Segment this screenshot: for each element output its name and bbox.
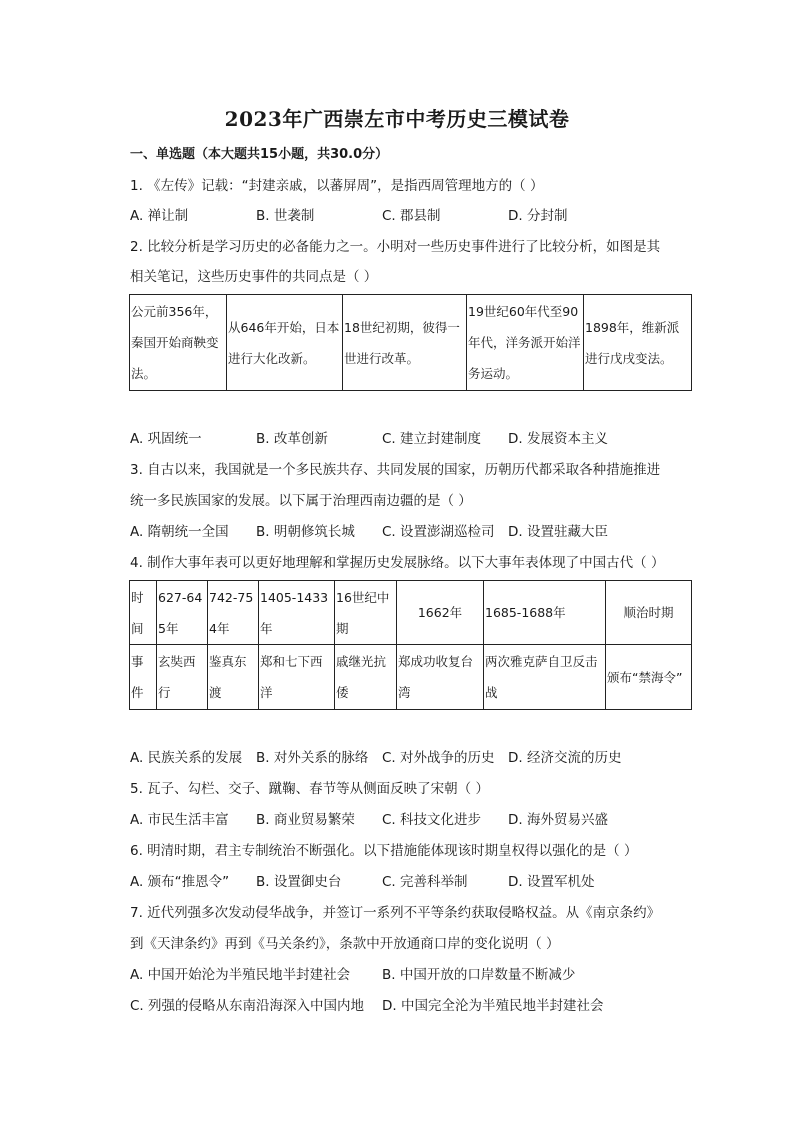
question-2-option-a: A. 巩固统一 [130,431,202,447]
question-4-option-c: C. 对外战争的历史 [382,750,495,766]
question-4-option-a: A. 民族关系的发展 [130,750,243,766]
question-5-option-b: B. 商业贸易繁荣 [256,812,355,828]
question-3-option-b: B. 明朝修筑长城 [256,524,355,540]
question-5-option-c: C. 科技文化进步 [382,812,482,828]
timeline-event-5: 郑成功收复台湾 [397,645,484,710]
question-7-option-a: A. 中国开始沦为半殖民地半封建社会 [130,967,351,983]
timeline-event-2: 鉴真东渡 [208,645,259,710]
question-2-option-c: C. 建立封建制度 [382,431,482,447]
timeline-time-label: 时间 [130,581,157,645]
question-6-option-a: A. 颁布“推恩令” [130,874,230,890]
question-2-option-b: B. 改革创新 [256,431,328,447]
page-title: 2023年广西崇左市中考历史三模试卷 [224,107,570,131]
question-4-option-b: B. 对外关系的脉络 [256,750,369,766]
timeline-event-3: 郑和七下西洋 [259,645,335,710]
timeline-time-7: 顺治时期 [606,581,692,645]
timeline-time-3: 1405-1433年 [259,581,335,645]
question-2-stem-line-1: 2. 比较分析是学习历史的必备能力之一。小明对一些历史事件进行了比较分析，如图是其 [130,239,661,255]
question-4-stem: 4. 制作大事年表可以更好地理解和掌握历史发展脉络。以下大事年表体现了中国古代（ ） [130,555,665,571]
timeline-time-4: 16世纪中期 [335,581,397,645]
question-3-stem-line-1: 3. 自古以来，我国就是一个多民族共存、共同发展的国家，历朝历代都采取各种措施推进 [130,462,661,478]
notes-cell-westernization: 19世纪60年代至90年代，洋务派开始洋务运动。 [467,295,584,391]
question-5-option-d: D. 海外贸易兴盛 [508,812,608,828]
notes-cell-shang-yang: 公元前356年，秦国开始商鞅变法。 [130,295,227,391]
question-4-timeline-table [129,580,692,710]
timeline-event-label: 事件 [130,645,157,710]
question-4-option-d: D. 经济交流的历史 [508,750,622,766]
timeline-time-6: 1685-1688年 [484,581,606,645]
question-2-stem-line-2: 相关笔记，这些历史事件的共同点是（ ） [130,269,378,285]
question-7-option-c: C. 列强的侵略从东南沿海深入中国内地 [130,998,365,1014]
question-6-option-c: C. 完善科举制 [382,874,468,890]
question-1-option-c: C. 郡县制 [382,208,441,224]
question-3-option-c: C. 设置澎湖巡检司 [382,524,495,540]
question-2-notes-table [129,294,692,391]
question-1-option-a: A. 禅让制 [130,208,189,224]
question-7-stem-line-2: 到《天津条约》再到《马关条约》，条款中开放通商口岸的变化说明（ ） [130,936,560,952]
timeline-event-6: 两次雅克萨自卫反击战 [484,645,606,710]
question-1-option-b: B. 世袭制 [256,208,315,224]
question-1-stem: 1. 《左传》记载：“封建亲戚，以蕃屏周”，是指西周管理地方的（ ） [130,178,544,194]
question-1-option-d: D. 分封制 [508,208,568,224]
question-7-stem-line-1: 7. 近代列强多次发动侵华战争，并签订一系列不平等条约获取侵略权益。从《南京条约》 [130,905,661,921]
notes-cell-peter: 18世纪初期，彼得一世进行改革。 [343,295,467,391]
question-6-option-d: D. 设置军机处 [508,874,595,890]
question-6-stem: 6. 明清时期，君主专制统治不断强化。以下措施能体现该时期皇权得以强化的是（ ） [130,843,638,859]
question-5-stem: 5. 瓦子、勾栏、交子、蹴鞠、春节等从侧面反映了宋朝（ ） [130,781,489,797]
question-3-option-a: A. 隋朝统一全国 [130,524,229,540]
notes-cell-taika: 从646年开始，日本进行大化改新。 [227,295,343,391]
question-3-stem-line-2: 统一多民族国家的发展。以下属于治理西南边疆的是（ ） [130,493,472,509]
timeline-event-7: 颁布“禁海令” [606,645,692,710]
timeline-time-5: 1662年 [397,581,484,645]
question-3-option-d: D. 设置驻藏大臣 [508,524,608,540]
timeline-time-1: 627-645年 [157,581,208,645]
question-7-option-b: B. 中国开放的口岸数量不断减少 [382,967,576,983]
timeline-event-4: 戚继光抗倭 [335,645,397,710]
section-heading: 一、单选题（本大题共15小题，共30.0分） [130,147,389,162]
timeline-time-2: 742-754年 [208,581,259,645]
question-7-option-d: D. 中国完全沦为半殖民地半封建社会 [382,998,604,1014]
question-2-option-d: D. 发展资本主义 [508,431,608,447]
timeline-event-1: 玄奘西行 [157,645,208,710]
question-6-option-b: B. 设置御史台 [256,874,342,890]
notes-cell-wuxu: 1898年，维新派进行戊戌变法。 [584,295,692,391]
question-5-option-a: A. 市民生活丰富 [130,812,229,828]
